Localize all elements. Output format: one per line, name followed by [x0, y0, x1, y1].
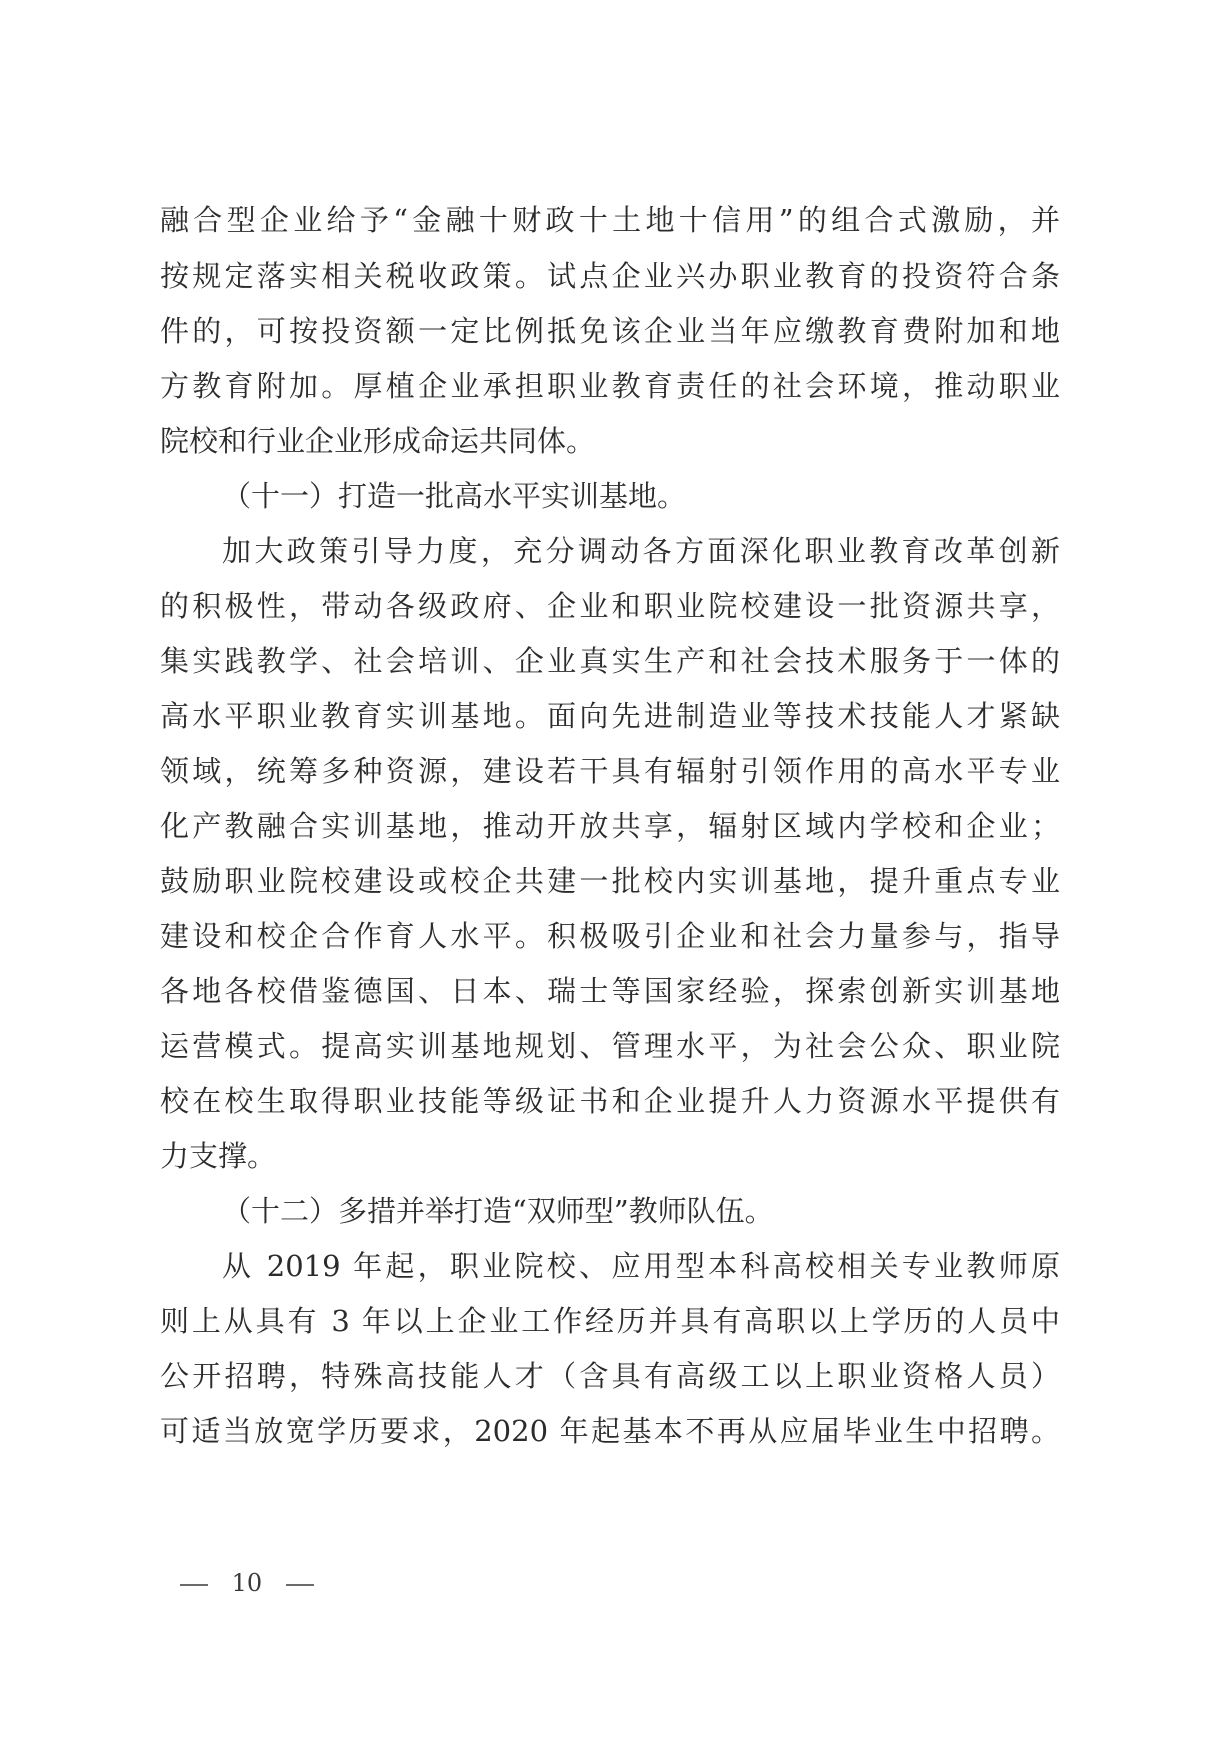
text-line-14: 建设和校企合作育人水平。积极吸引企业和社会力量参与，指导 [160, 919, 1060, 953]
page-number: 10 [231, 1569, 263, 1597]
text-line-13: 鼓励职业院校建设或校企共建一批校内实训基地，提升重点专业 [160, 864, 1060, 898]
section-heading-12: （十二）多措并举打造“双师型”教师队伍。 [222, 1194, 774, 1228]
text-line-1: 融合型企业给予“金融十财政十土地十信用”的组合式激励，并 [160, 203, 1060, 237]
text-line-21: 则上从具有 3 年以上企业工作经历并具有高职以上学历的人员中 [160, 1304, 1060, 1338]
footer-dash-left [180, 1584, 208, 1586]
page-footer [180, 1565, 314, 1601]
text-line-15: 各地各校借鉴德国、日本、瑞士等国家经验，探索创新实训基地 [160, 974, 1060, 1008]
section-heading-11: （十一）打造一批高水平实训基地。 [222, 479, 687, 513]
text-line-4: 方教育附加。厚植企业承担职业教育责任的社会环境，推动职业 [160, 369, 1060, 403]
text-line-12: 化产教融合实训基地，推动开放共享，辐射区域内学校和企业； [160, 809, 1060, 843]
text-line-10: 高水平职业教育实训基地。面向先进制造业等技术技能人才紧缺 [160, 699, 1060, 733]
text-line-22: 公开招聘，特殊高技能人才（含具有高级工以上职业资格人员） [160, 1359, 1060, 1393]
text-line-5: 院校和行业企业形成命运共同体。 [160, 424, 596, 458]
text-line-3: 件的，可按投资额一定比例抵免该企业当年应缴教育费附加和地 [160, 314, 1060, 348]
text-line-8: 的积极性，带动各级政府、企业和职业院校建设一批资源共享， [160, 589, 1060, 623]
text-line-16: 运营模式。提高实训基地规划、管理水平，为社会公众、职业院 [160, 1029, 1060, 1063]
text-line-11: 领域，统筹多种资源，建设若干具有辐射引领作用的高水平专业 [160, 754, 1060, 788]
text-line-2: 按规定落实相关税收政策。试点企业兴办职业教育的投资符合条 [160, 259, 1060, 293]
text-line-23: 可适当放宽学历要求，2020 年起基本不再从应届毕业生中招聘。 [160, 1414, 1060, 1448]
text-line-17: 校在校生取得职业技能等级证书和企业提升人力资源水平提供有 [160, 1084, 1060, 1118]
text-line-7: 加大政策引导力度，充分调动各方面深化职业教育改革创新 [222, 534, 1060, 568]
text-line-20: 从 2019 年起，职业院校、应用型本科高校相关专业教师原 [222, 1249, 1060, 1283]
text-line-18: 力支撑。 [160, 1139, 277, 1173]
text-line-9: 集实践教学、社会培训、企业真实生产和社会技术服务于一体的 [160, 644, 1060, 678]
footer-dash-right [286, 1584, 314, 1586]
